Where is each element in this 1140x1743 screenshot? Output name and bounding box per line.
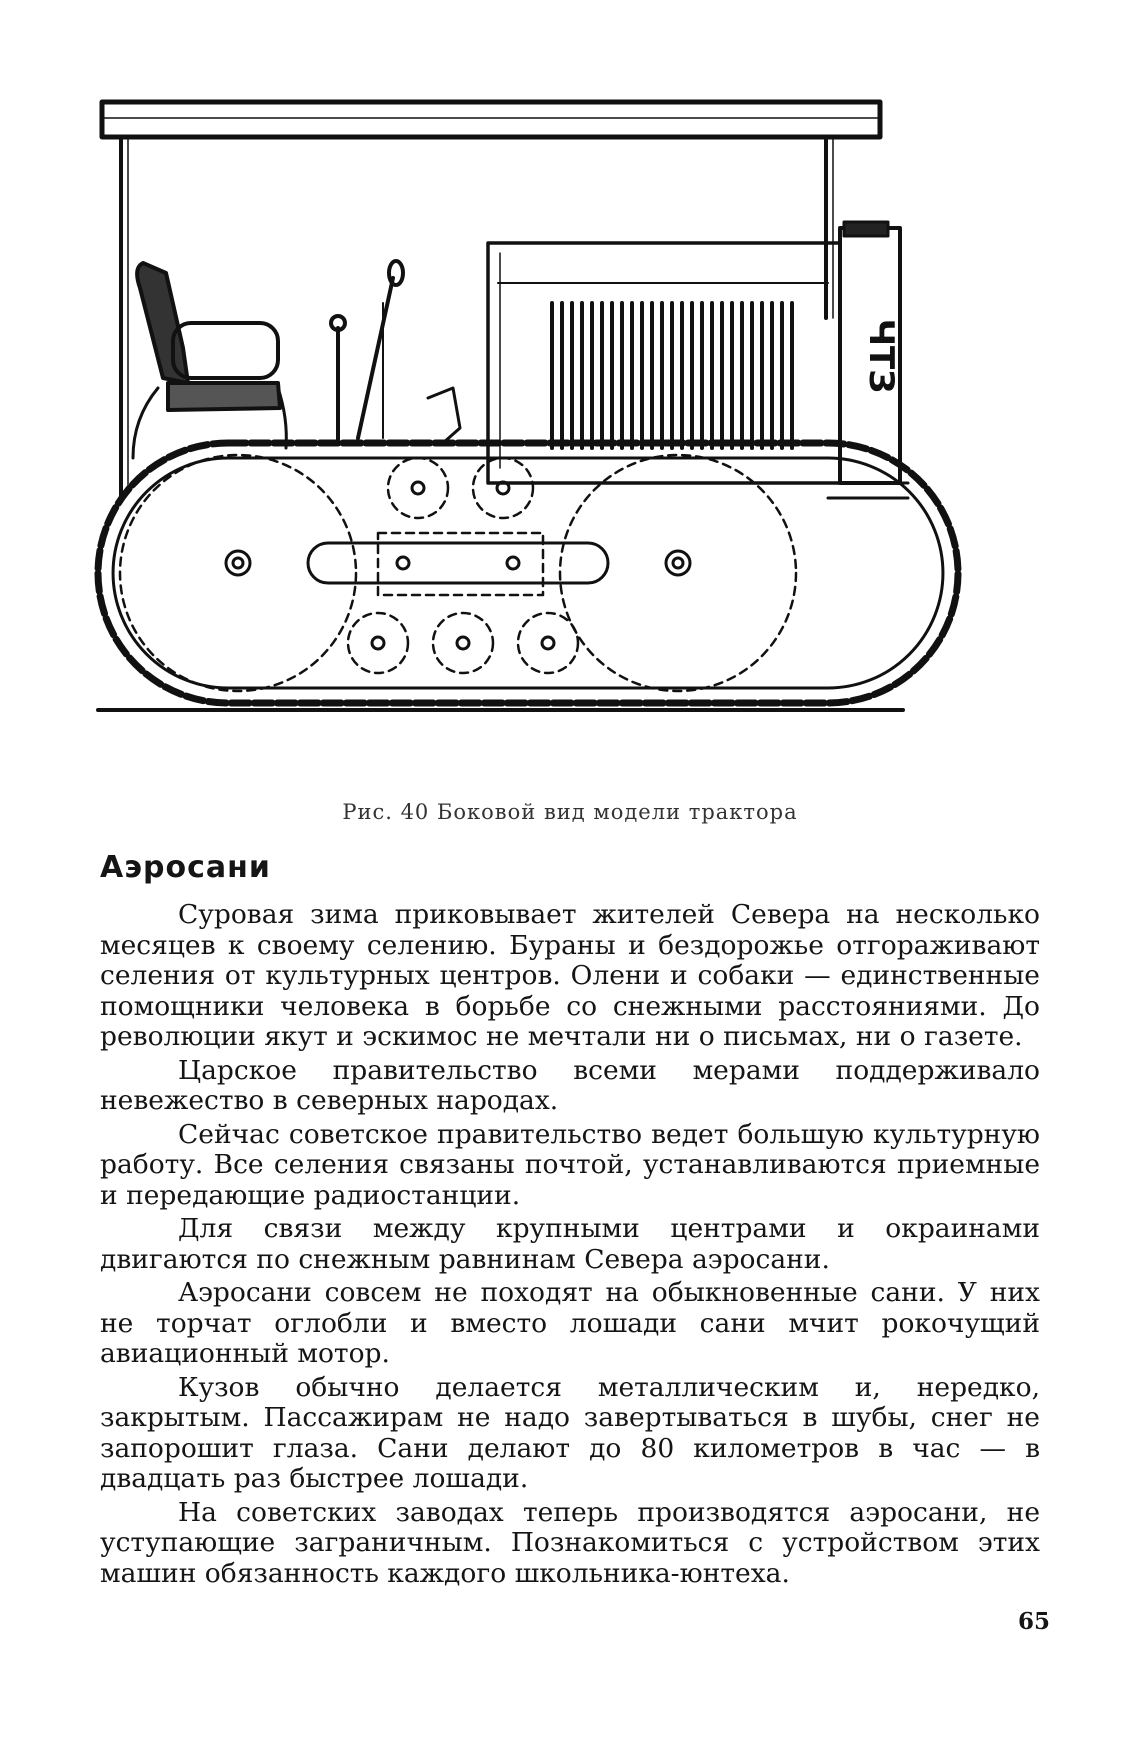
body-text	[100, 900, 1040, 1592]
paragraph: Царское правительство всеми мерами поддерживало невежество в северных народах.	[100, 1054, 1040, 1116]
paragraph: Кузов обычно делается металлическим и, нередко, закрытым. Пассажирам не надо завертываться в шубы, снег не запорошит глаза. Сани делают до 80 километров в час — в двадцать раз быстрее лошади.	[100, 1371, 1040, 1494]
page-number: 65	[1017, 1608, 1050, 1635]
figure-caption: Рис. 40 Боковой вид модели трактора	[342, 800, 798, 824]
paragraph: Сейчас советское правительство ведет большую культурную работу. Все селения связаны почтой, устанавливаются приемные и передающие радиостанции.	[100, 1118, 1040, 1211]
paragraph: Суровая зима приковывает жителей Севера на несколько месяцев к своему селению. Бураны и бездорожье отгораживают селения от культурных центров. Олени и собаки — единственные помощники человека в борьбе со снежными расстояниями. До революции якут и эскимос не мечтали ни о письмах, ни о газете.	[100, 899, 1040, 1052]
paragraph: Для связи между крупными центрами и окраинами двигаются по снежным равнинам Севера аэросани.	[100, 1213, 1040, 1275]
driver-seat	[133, 263, 286, 458]
control-levers	[331, 261, 460, 443]
paragraph: На советских заводах теперь производятся аэросани, не уступающие заграничным. Познакомиться с устройством этих машин обязанность каждого школьника-юнтеха.	[100, 1496, 1040, 1589]
canopy-roof	[102, 102, 880, 137]
tractor-side-view-figure	[88, 88, 1048, 788]
paragraph: Аэросани совсем не походят на обыкновенные сани. У них не торчат оглобли и вместо лошади сани мчит рокочущий авиационный мотор.	[100, 1277, 1040, 1369]
radiator-fins	[552, 303, 792, 448]
track-wheels	[120, 455, 796, 691]
tractor-nameplate: ЧТЗ	[861, 318, 901, 394]
section-title: Аэросани	[100, 850, 271, 885]
